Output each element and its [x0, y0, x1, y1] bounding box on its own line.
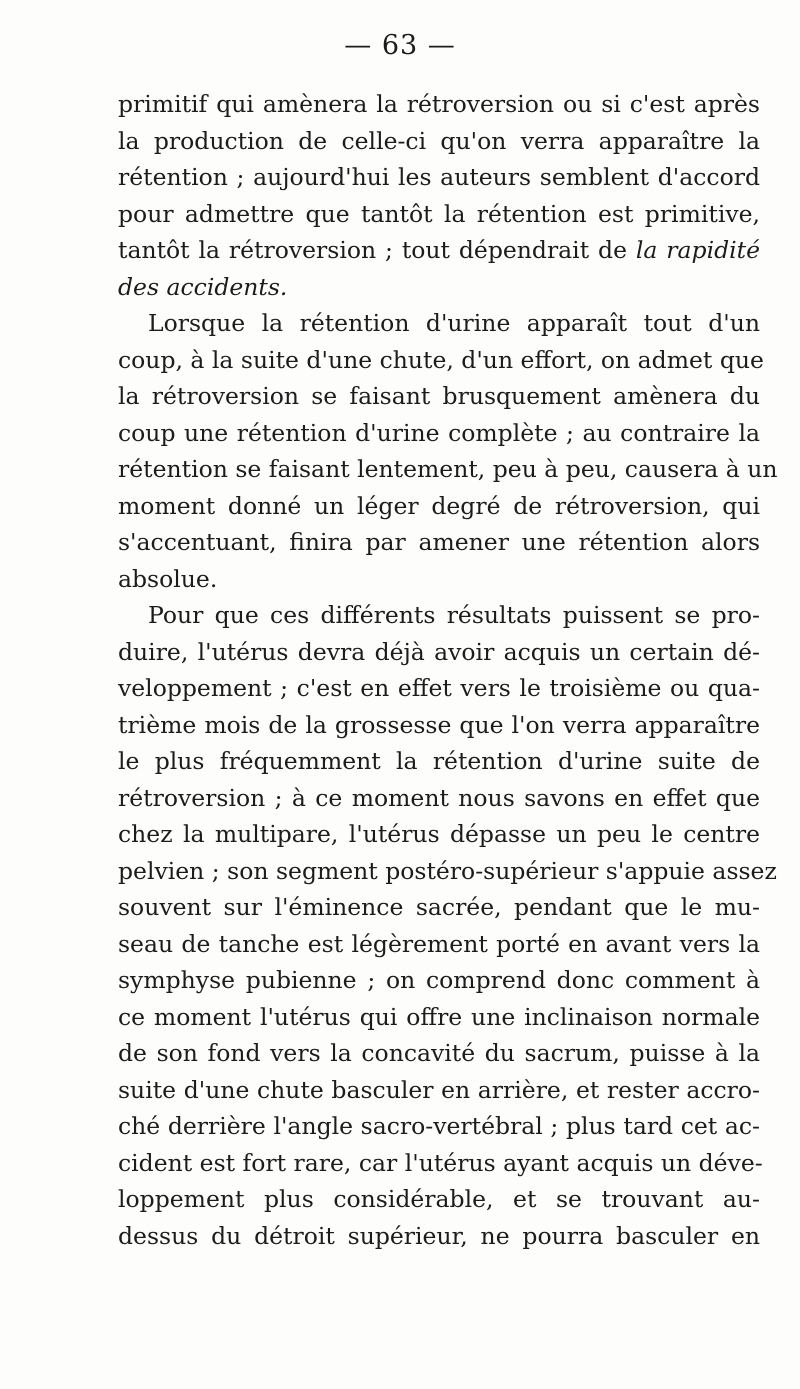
text-line	[118, 232, 760, 269]
text-line: s'accentuant, finira par amener une rétention alors	[118, 528, 760, 556]
text-line: primitif qui amènera la rétroversion ou si c'est après	[118, 90, 760, 118]
text-line: la rétroversion se faisant brusquement amènera du	[118, 382, 760, 410]
text-line: pelvien ; son segment postéro-supérieur s'appuie assez	[118, 856, 777, 885]
text-line: suite d'une chute basculer en arrière, et rester accro-	[118, 1075, 760, 1104]
text-line: moment donné un léger degré de rétroversion, qui	[118, 491, 760, 520]
text-line: souvent sur l'éminence sacrée, pendant que le mu-	[118, 893, 760, 921]
text-line: duire, l'utérus devra déjà avoir acquis un certain dé-	[118, 637, 760, 666]
text-line: symphyse pubienne ; on comprend donc comment à	[118, 966, 760, 994]
text-line: veloppement ; c'est en effet vers le troisième ou qua-	[118, 674, 760, 702]
text-line: rétroversion ; à ce moment nous savons en effet que	[118, 783, 760, 812]
text-line: pour admettre que tantôt la rétention est primitive,	[118, 199, 760, 228]
text-line: ché derrière l'angle sacro-vertébral ; plus tard cet ac-	[118, 1112, 760, 1140]
paragraph-start-line: Lorsque la rétention d'urine apparaît tout d'un	[148, 309, 760, 337]
italic-emphasis: des accidents.	[118, 272, 288, 301]
text-line: chez la multipare, l'utérus dépasse un peu le centre	[118, 820, 760, 848]
italic-emphasis: la rapidité	[635, 236, 760, 264]
page-number: — 63 —	[344, 30, 456, 61]
text-line: le plus fréquemment la rétention d'urine suite de	[118, 747, 760, 775]
text-line: ce moment l'utérus qui offre une inclinaison normale	[118, 1002, 760, 1031]
text-line: coup une rétention d'urine complète ; au contraire la	[118, 418, 760, 447]
text-line: absolue.	[118, 564, 218, 593]
text-line: coup, à la suite d'une chute, d'un effort, on admet que	[118, 345, 764, 374]
text-line: trième mois de la grossesse que l'on verra apparaître	[118, 710, 760, 739]
text-line	[118, 269, 760, 306]
text-line: rétention se faisant lentement, peu à peu, causera à un	[118, 455, 778, 483]
text-line: dessus du détroit supérieur, ne pourra basculer en	[118, 1221, 760, 1250]
text-line: la production de celle-ci qu'on verra apparaître la	[118, 126, 760, 155]
text-line: cident est fort rare, car l'utérus ayant acquis un déve-	[118, 1148, 763, 1177]
text-line: de son fond vers la concavité du sacrum, puisse à la	[118, 1039, 760, 1067]
text-line: seau de tanche est légèrement porté en avant vers la	[118, 929, 760, 958]
text-line-start: tantôt la rétroversion ; tout dépendrait de	[118, 236, 627, 264]
body-text	[118, 86, 778, 1254]
paragraph-start-line: Pour que ces différents résultats puissent se pro-	[148, 601, 760, 629]
text-line: rétention ; aujourd'hui les auteurs semblent d'accord	[118, 163, 760, 191]
text-line: loppement plus considérable, et se trouvant au-	[118, 1185, 760, 1213]
